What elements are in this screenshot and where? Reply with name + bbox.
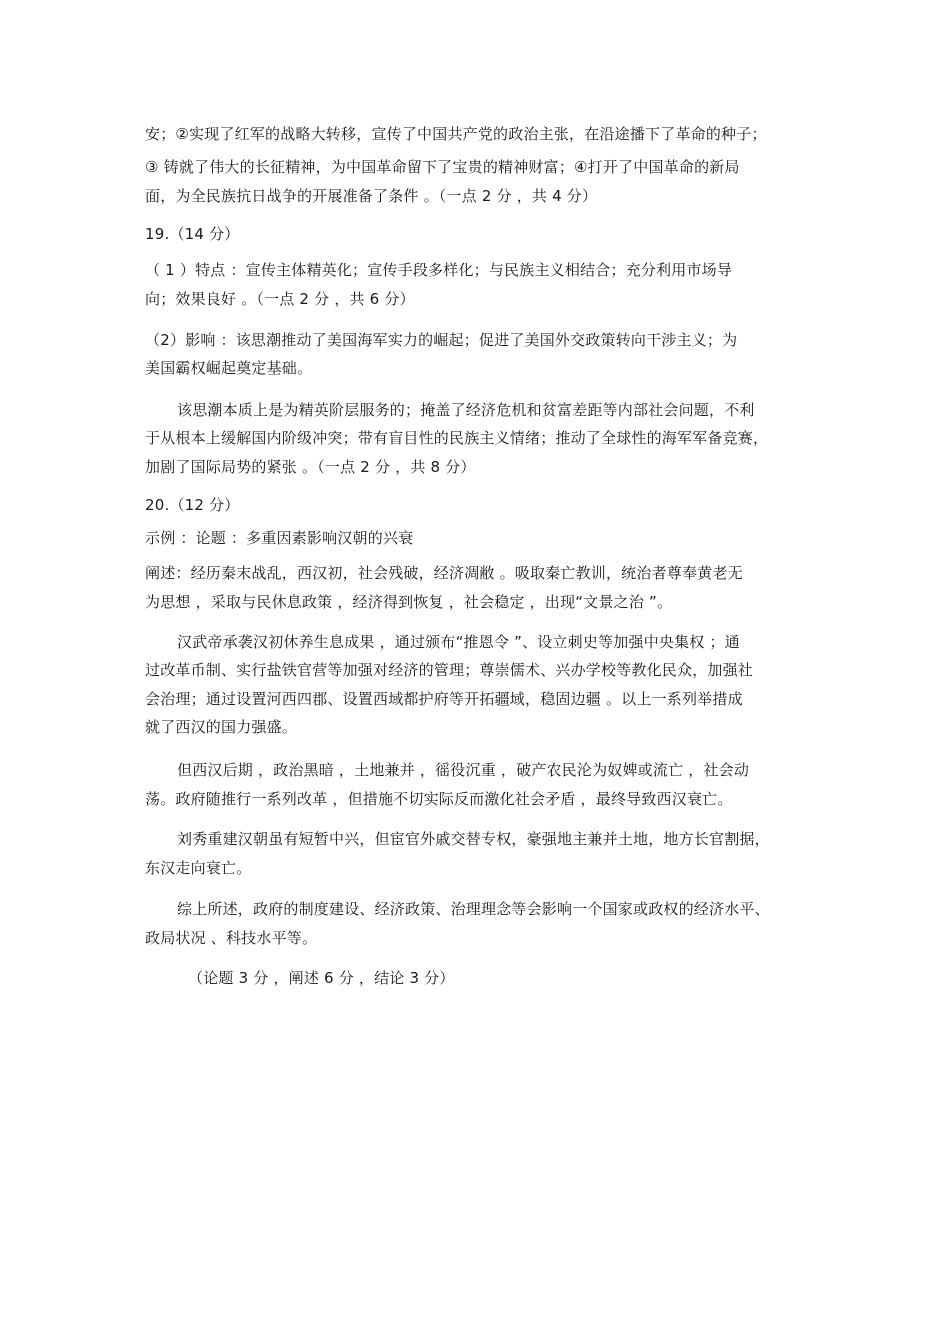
text-line: 汉武帝承袭汉初休养生息成果 ，通过颁布“推恩令 ”、设立刺史等加强中央集权 ；通 [177,633,740,651]
text-line: 东汉走向衰亡。 [145,859,252,877]
text-line: 刘秀重建汉朝虽有短暂中兴，但宦官外戚交替专权，豪强地主兼并土地，地方长官割据， [177,830,770,848]
text-line: 但西汉后期 ，政治黑暗 ，土地兼并 ，徭役沉重 ，破产农民沦为奴婢或流亡 ，社会动 [177,761,750,779]
text-line: （ 1 ）特点 ：宣传主体精英化；宣传手段多样化；与民族主义相结合；充分利用市场导 [145,261,733,279]
text-line: 综上所述，政府的制度建设、经济政策、治理理念等会影响一个国家或政权的经济水平、 [177,900,770,918]
question-heading: 19.（14 分） [145,225,240,243]
text-line: 示例 ：论题 ：多重因素影响汉朝的兴衰 [145,529,414,547]
scoring-note: （论题 3 分 ，阐述 6 分 ，结论 3 分） [188,969,455,987]
text-line: ③ 铸就了伟大的长征精神，为中国革命留下了宝贵的精神财富；④打开了中国革命的新局 [145,158,740,176]
text-line: 安；②实现了红军的战略大转移，宣传了中国共产党的政治主张，在沿途播下了革命的种子； [145,125,767,143]
text-line: 该思潮本质上是为精英阶层服务的；掩盖了经济危机和贫富差距等内部社会问题，不利 [177,401,755,419]
text-line: 荡。政府随推行一系列改革 ，但措施不切实际反而激化社会矛盾 ，最终导致西汉衰亡。 [145,790,733,808]
text-line: 就了西汉的国力强盛。 [145,718,298,736]
text-line: 会治理；通过设置河西四郡、设置西域都护府等开拓疆域，稳固边疆 。以上一系列举措成 [145,690,743,708]
text-line: 美国霸权崛起奠定基础。 [145,359,313,377]
text-line: 面，为全民族抗日战争的开展准备了条件 。（一点 2 分 ，共 4 分） [145,187,598,205]
text-line: 于从根本上缓解国内阶级冲突；带有盲目性的民族主义情绪；推动了全球性的海军军备竞赛， [145,429,769,447]
text-line: 政局状况 、科技水平等。 [145,929,318,947]
text-line: （2）影响 ：该思潮推动了美国海军实力的崛起；促进了美国外交政策转向干涉主义；为 [145,331,738,349]
text-line: 阐述：经历秦末战乱，西汉初，社会残破，经济凋敝 。吸取秦亡教训，统治者尊奉黄老无 [145,564,743,582]
text-line: 过改革币制、实行盐铁官营等加强对经济的管理；尊崇儒术、兴办学校等教化民众，加强社 [145,661,754,679]
text-line: 为思想 ，采取与民休息政策 ，经济得到恢复 ，社会稳定 ，出现“文景之治 ”。 [145,593,673,611]
text-line: 向；效果良好 。（一点 2 分 ，共 6 分） [145,290,415,308]
question-heading: 20.（12 分） [145,496,240,514]
text-line: 加剧了国际局势的紧张 。（一点 2 分 ，共 8 分） [145,458,476,476]
